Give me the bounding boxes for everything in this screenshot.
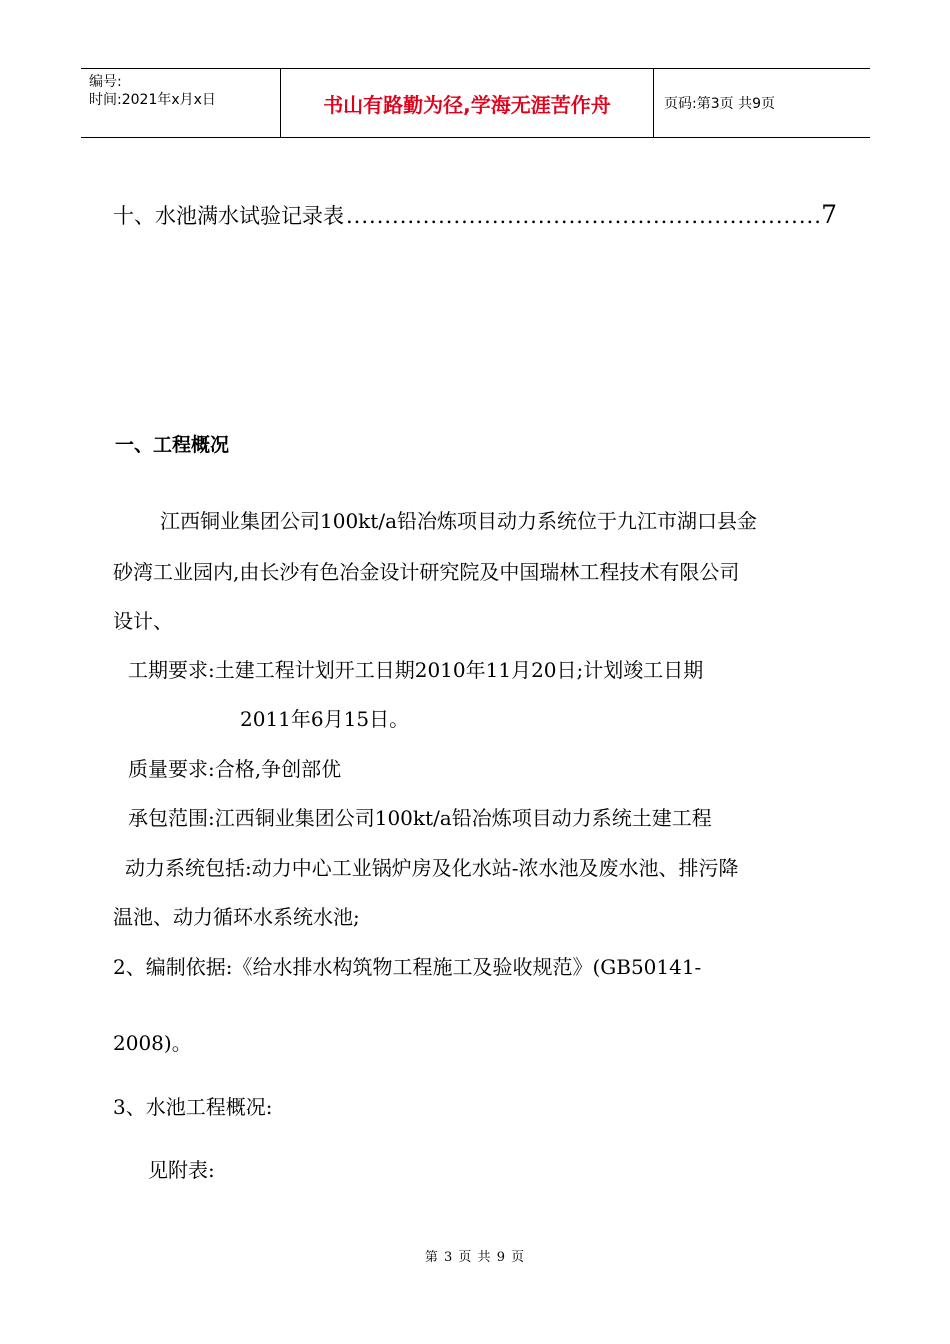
header-table [81,68,870,138]
header-motto: 书山有路勤为径,学海无涯苦作舟 [323,92,611,117]
header-page-info: 页码:第3页 共9页 [664,96,775,112]
page-footer: 第 3 页 共 9 页 [424,1250,526,1265]
header-motto-cell [281,69,654,137]
document-code-label: 编号: [89,74,122,90]
basis-line: 2、编制依据:《给水排水构筑物工程施工及验收规范》(GB50141- [113,955,702,979]
document-time-label: 时间:2021年x月x日 [89,92,216,108]
paragraph-line: 设计、 [113,609,173,633]
toc-leader-dots [346,204,819,228]
toc-entry-title: 十、水池满水试验记录表 [113,204,344,228]
paragraph-line: 砂湾工业园内,由长沙有色冶金设计研究院及中国瑞林工程技术有限公司 [113,560,740,584]
power-system-line: 动力系统包括:动力中心工业锅炉房及化水站-浓水池及废水池、排污降 [125,856,739,880]
overview-line: 3、水池工程概况: [113,1095,273,1119]
quality-line: 质量要求:合格,争创部优 [128,757,342,781]
schedule-line: 工期要求:土建工程计划开工日期2010年11月20日;计划竣工日期 [128,658,704,682]
scope-line: 承包范围:江西铜业集团公司100kt/a铅冶炼项目动力系统土建工程 [128,806,712,830]
schedule-line: 2011年6月15日。 [240,707,410,731]
section-heading: 一、工程概况 [115,434,230,456]
toc-entry-page: 7 [821,200,837,229]
toc-entry[interactable] [113,200,837,240]
paragraph-line: 江西铜业集团公司100kt/a铅冶炼项目动力系统位于九江市湖口县金 [160,509,757,533]
basis-line: 2008)。 [113,1031,192,1055]
header-meta [81,69,281,137]
attachment-line: 见附表: [148,1158,215,1182]
power-system-line: 温池、动力循环水系统水池; [113,905,360,929]
